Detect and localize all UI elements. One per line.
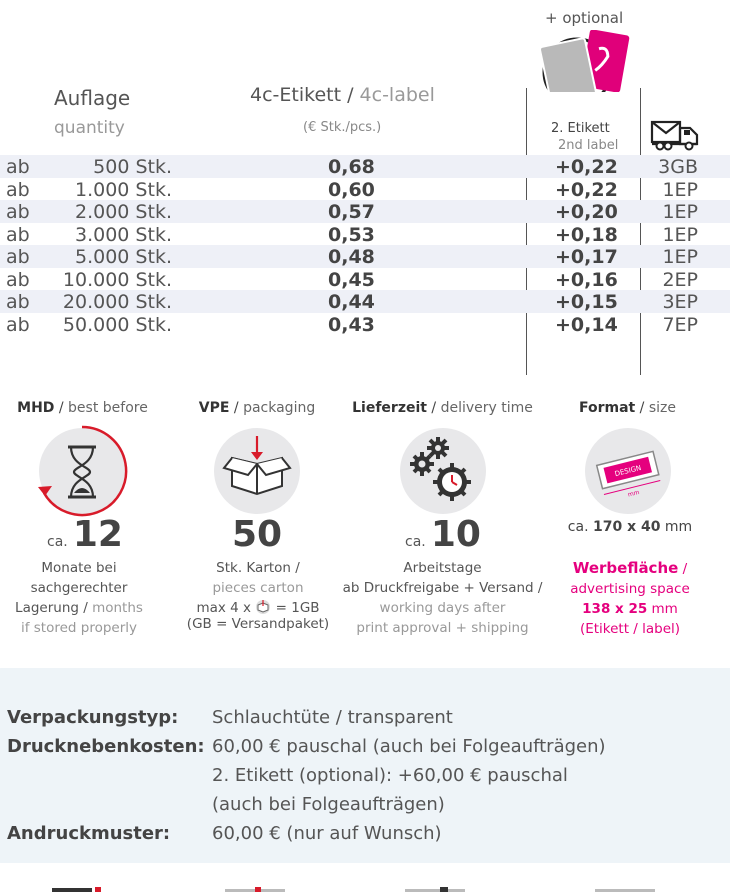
row-ab: ab [6, 268, 30, 291]
row-second-label-price: +0,22 [555, 156, 618, 178]
vpe-line3 [172, 600, 344, 616]
delivery-line1: Arbeitstage [403, 560, 482, 576]
row-ab: ab [6, 313, 30, 336]
optional-note: + optional [545, 9, 624, 27]
vpe-line3b: = 1GB [275, 600, 320, 616]
row-ab: ab [6, 246, 30, 268]
format-title-de: Format [578, 400, 636, 416]
row-second-label-price: +0,17 [555, 246, 618, 268]
unit-note: (€ Stk./pcs.) [303, 120, 382, 135]
vpe-value [172, 514, 342, 555]
label-heading [250, 84, 435, 106]
row-price: 0,43 [328, 313, 375, 336]
vpe-line3a: max 4 x [196, 600, 252, 616]
mhd-ca: ca. [47, 534, 68, 550]
packaging-value: Schlauchtüte / transparent [212, 707, 453, 728]
row-price: 0,44 [328, 291, 375, 313]
row-quantity: 3.000 Stk. [75, 223, 172, 246]
mhd-title-de: MHD [17, 400, 55, 416]
table-row [0, 178, 730, 201]
vpe-title-en: packaging [243, 400, 316, 416]
table-row [0, 200, 730, 223]
format-icon-text: DESIGN [613, 463, 643, 479]
row-shipping: 3GB [658, 156, 698, 178]
packaging-label: Verpackungstyp: [7, 707, 179, 728]
delivery-ca: ca. [405, 534, 426, 550]
row-price: 0,45 [328, 268, 375, 291]
adv-size [545, 599, 715, 619]
row-price: 0,60 [328, 178, 375, 201]
table-row [0, 290, 730, 313]
second-label-icon [535, 30, 631, 108]
format-description [545, 558, 715, 639]
vpe-description [172, 558, 344, 632]
row-quantity: 500 Stk. [93, 156, 172, 178]
row-quantity: 5.000 Stk. [75, 246, 172, 268]
row-shipping: 7EP [662, 313, 698, 336]
vpe-title-de: VPE [198, 400, 230, 416]
mhd-number: 12 [72, 514, 123, 555]
row-second-label-price: +0,15 [555, 291, 618, 313]
delivery-value [358, 514, 528, 555]
mhd-title-en: best before [68, 400, 148, 416]
delivery-line4: print approval + shipping [356, 620, 529, 636]
label-heading-sep: / [341, 84, 360, 106]
mhd-line3-en: months [92, 600, 143, 616]
table-row [0, 223, 730, 246]
adv-size-unit: mm [651, 601, 678, 617]
row-second-label-price: +0,16 [555, 268, 618, 291]
delivery-title-de: Lieferzeit [352, 400, 427, 416]
row-quantity: 2.000 Stk. [75, 201, 172, 223]
table-row [0, 245, 730, 268]
vpe-line4: (GB = Versandpaket) [186, 616, 330, 632]
row-ab: ab [6, 223, 30, 246]
label-heading-en: 4c-label [359, 84, 435, 106]
row-ab: ab [6, 291, 30, 313]
delivery-title: Lieferzeit / delivery time [352, 400, 533, 416]
row-ab: ab [6, 156, 30, 178]
format-icon-unit: mm [627, 488, 641, 499]
format-title: Format / size [578, 400, 677, 416]
adv-line1: Werbefläche / [572, 559, 688, 577]
delivery-line3: working days after [379, 600, 506, 616]
row-second-label-price: +0,14 [555, 313, 618, 336]
delivery-number: 10 [430, 514, 481, 555]
format-size [545, 517, 715, 537]
row-shipping: 2EP [662, 268, 698, 291]
row-ab: ab [6, 178, 30, 201]
mhd-line1: Monate bei [41, 560, 117, 576]
row-shipping: 1EP [662, 246, 698, 268]
row-ab: ab [6, 201, 30, 223]
costs-value3: (auch bei Folgeaufträgen) [212, 794, 445, 815]
adv-en: advertising space [570, 581, 690, 597]
format-size-value: 170 x 40 [592, 519, 661, 535]
table-row [0, 155, 730, 178]
mhd-line2: sachgerechter [30, 580, 128, 596]
delivery-line2: ab Druckfreigabe + Versand / [342, 580, 543, 596]
mhd-description [0, 558, 158, 638]
shipping-truck-icon [650, 118, 700, 152]
format-title-en: size [648, 400, 677, 416]
small-box-icon [255, 600, 271, 614]
table-row [0, 313, 730, 336]
proof-value: 60,00 € (nur auf Wunsch) [212, 823, 442, 844]
delivery-title-en: delivery time [440, 400, 533, 416]
second-label-heading-de: 2. Etikett [551, 121, 610, 136]
row-shipping: 3EP [662, 291, 698, 313]
row-price: 0,53 [328, 223, 375, 246]
proof-label: Andruckmuster: [7, 823, 171, 844]
row-shipping: 1EP [662, 223, 698, 246]
row-price: 0,68 [328, 156, 375, 178]
mhd-line4: if stored properly [20, 620, 138, 636]
vpe-line1: Stk. Karton / [216, 560, 300, 576]
row-second-label-price: +0,18 [555, 223, 618, 246]
row-shipping: 1EP [662, 201, 698, 223]
row-price: 0,57 [328, 201, 375, 223]
table-row [0, 268, 730, 291]
vpe-number: 50 [231, 514, 283, 555]
quantity-heading-de: Auflage [54, 86, 131, 110]
row-quantity: 50.000 Stk. [62, 313, 172, 336]
gears-icon [400, 428, 486, 514]
adv-note: (Etikett / label) [579, 621, 681, 637]
row-shipping: 1EP [662, 178, 698, 201]
costs-value1: 60,00 € pauschal (auch bei Folgeaufträgen) [212, 736, 606, 757]
delivery-description [340, 558, 545, 638]
bottom-cut-icons [0, 882, 730, 892]
row-quantity: 10.000 Stk. [62, 268, 172, 291]
mhd-line3: Lagerung / months [15, 600, 143, 616]
adv-size-value: 138 x 25 [582, 601, 648, 617]
costs-value2: 2. Etikett (optional): +60,00 € pauschal [212, 765, 568, 786]
adv-de: Werbefläche [572, 559, 679, 577]
format-label-icon [585, 428, 671, 514]
costs-label: Drucknebenkosten: [7, 736, 205, 757]
box-icon [214, 428, 300, 514]
format-size-ca: ca. [567, 519, 589, 535]
row-price: 0,48 [328, 246, 375, 268]
row-second-label-price: +0,22 [555, 178, 618, 201]
hourglass-icon [34, 423, 130, 519]
price-table [0, 155, 730, 335]
row-quantity: 20.000 Stk. [62, 291, 172, 313]
vpe-line2: pieces carton [212, 580, 304, 596]
row-quantity: 1.000 Stk. [75, 178, 172, 201]
row-second-label-price: +0,20 [555, 201, 618, 223]
quantity-heading-en: quantity [54, 118, 125, 138]
mhd-line3-de: Lagerung [15, 600, 79, 616]
vpe-title: VPE / packaging [198, 400, 316, 416]
mhd-title: MHD / best before [17, 400, 148, 416]
second-label-heading-en: 2nd label [558, 138, 619, 153]
mhd-value [0, 514, 170, 555]
label-heading-de: 4c-Etikett [250, 84, 342, 106]
format-size-unit: mm [664, 519, 693, 535]
